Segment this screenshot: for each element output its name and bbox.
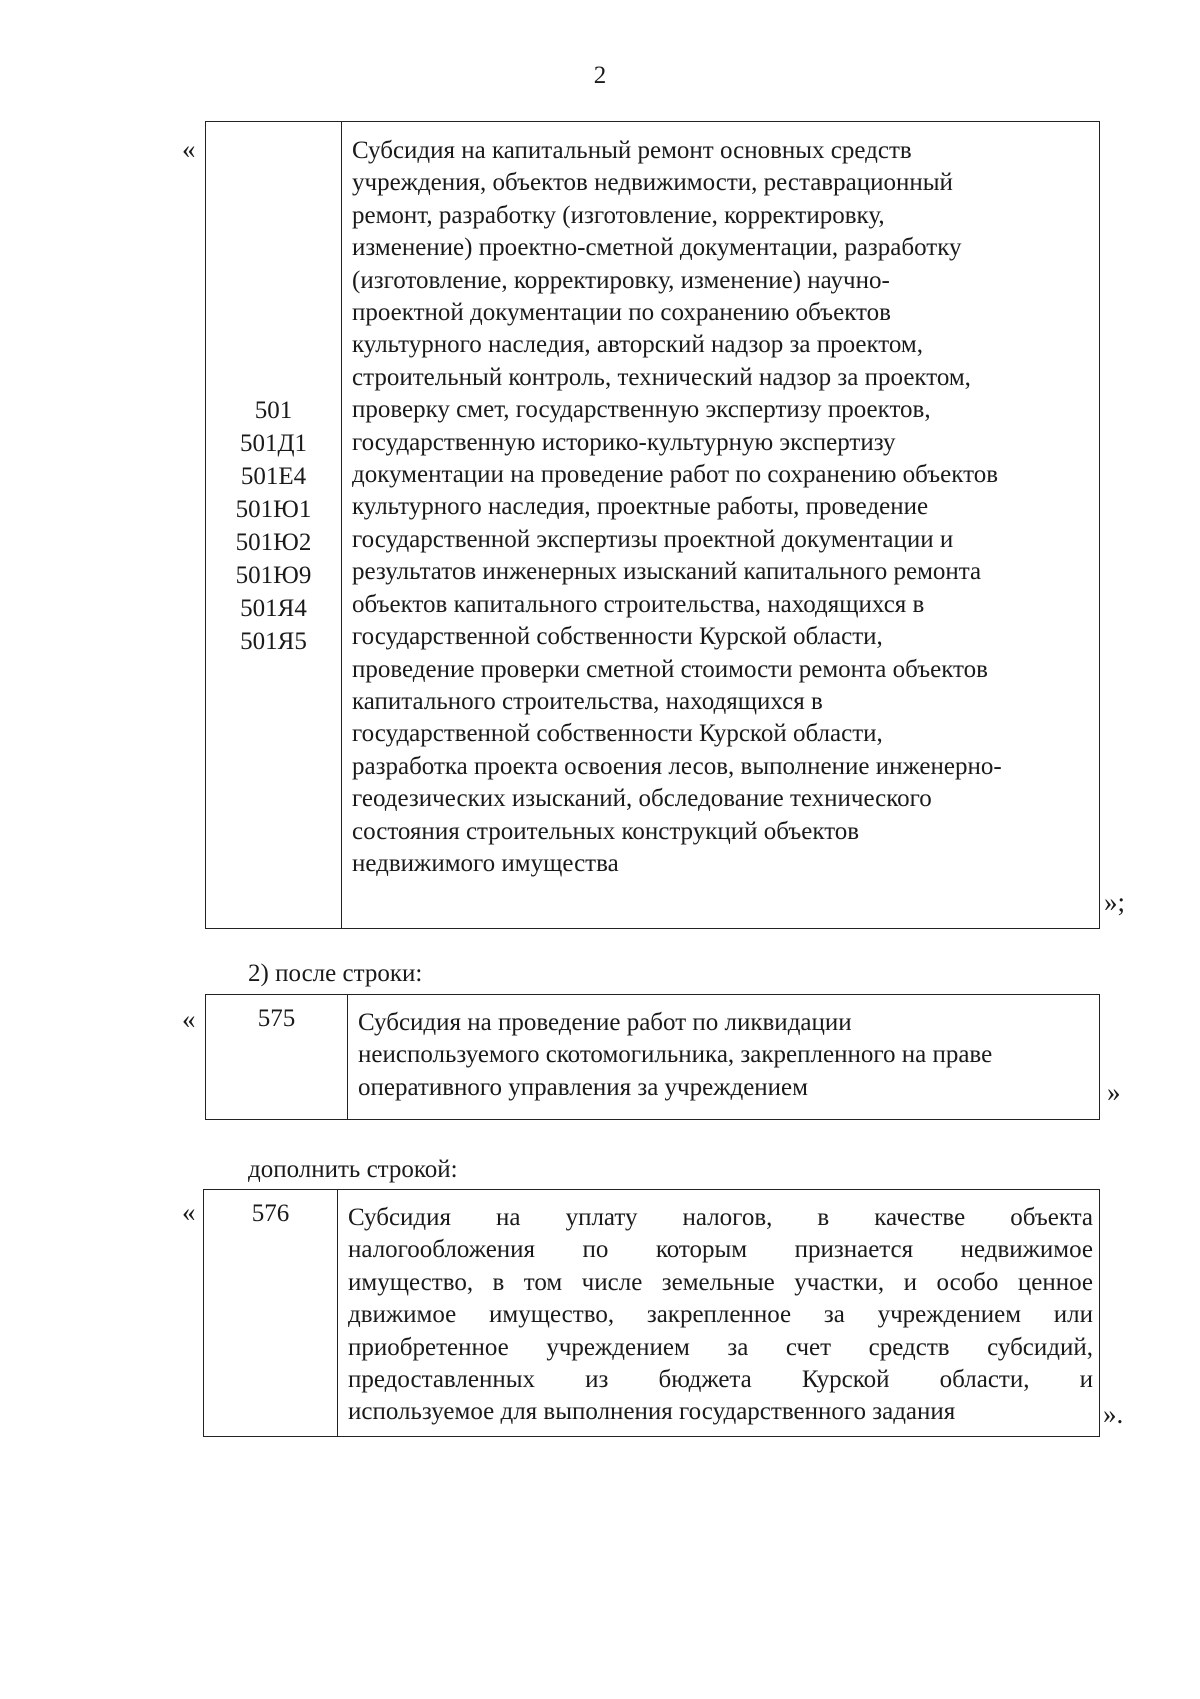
text-line: Субсидия на уплату налогов, в качестве объекта: [348, 1204, 1093, 1231]
text-line: движимое имущество, закрепленное за учреждением или: [348, 1301, 1093, 1329]
table-row-576: [203, 1189, 1100, 1437]
close-quote: »: [1107, 1077, 1121, 1107]
code-item: 501Я5: [240, 628, 307, 655]
text-line: геодезических изысканий, обследование технического: [352, 785, 932, 813]
description-cell: [338, 1190, 1099, 1436]
text-line: приобретенное учреждением за счет средств субсидий,: [348, 1333, 1093, 1361]
text-line: государственную историко-культурную экспертизу: [352, 428, 896, 456]
open-quote: «: [182, 1004, 196, 1034]
text-line: используемое для выполнения государственного задания: [348, 1398, 956, 1426]
code-item: 501Е4: [240, 463, 307, 490]
text-line: объектов капитального строительства, находящихся в: [352, 590, 925, 618]
page-number: 2: [593, 62, 607, 89]
text-line: состояния строительных конструкций объектов: [352, 817, 860, 845]
text-line: проверку смет, государственную экспертизу проектов,: [352, 396, 931, 424]
description-cell: [342, 122, 1099, 928]
code-item: 501Ю9: [235, 562, 312, 589]
close-quote: »;: [1104, 887, 1126, 917]
text-line: капитального строительства, находящихся в: [352, 687, 823, 715]
code-item: 501Ю1: [235, 496, 312, 523]
open-quote: «: [182, 1197, 196, 1227]
text-line: учреждения, объектов недвижимости, реставрационный: [352, 169, 953, 197]
code-item: 501Я4: [240, 595, 307, 622]
code-cell: [204, 1190, 338, 1436]
text-line: Субсидия на капитальный ремонт основных средств: [352, 137, 912, 164]
text-line: проведение проверки сметной стоимости ремонта объектов: [352, 655, 988, 683]
section-heading: дополнить строкой:: [248, 1156, 458, 1183]
code-item: 501Д1: [239, 430, 308, 457]
text-line: государственной собственности Курской области,: [352, 720, 883, 748]
text-line: (изготовление, корректировку, изменение) научно-: [352, 266, 890, 294]
text-line: документации на проведение работ по сохранению объектов: [352, 461, 998, 489]
text-line: ремонт, разработку (изготовление, корректировку,: [352, 201, 885, 229]
description-cell: [348, 995, 1099, 1119]
text-line: налогообложения по которым признается недвижимое: [348, 1236, 1093, 1264]
text-line: государственной экспертизы проектной документации и: [352, 525, 954, 553]
text-line: имущество, в том числе земельные участки, и особо ценное: [348, 1268, 1093, 1296]
code-item: 576: [251, 1200, 290, 1227]
code-item: 501Ю2: [235, 529, 312, 556]
text-line: результатов инженерных изысканий капитального ремонта: [352, 558, 982, 586]
text-line: культурного наследия, авторский надзор за проектом,: [352, 331, 923, 359]
text-line: государственной собственности Курской области,: [352, 623, 883, 651]
code-item: 501: [254, 397, 293, 424]
text-line: культурного наследия, проектные работы, проведение: [352, 493, 929, 521]
section-heading: 2) после строки:: [248, 960, 423, 987]
text-line: неиспользуемого скотомогильника, закрепленного на праве: [358, 1041, 993, 1069]
text-line: предоставленных из бюджета Курской области, и: [348, 1366, 1093, 1394]
text-line: недвижимого имущества: [352, 849, 619, 877]
code-cell: [206, 995, 348, 1119]
text-line: изменение) проектно-сметной документации, разработку: [352, 234, 962, 262]
text-line: разработка проекта освоения лесов, выполнение инженерно-: [352, 752, 1002, 780]
code-cell: [206, 122, 342, 928]
code-item: 575: [257, 1005, 296, 1032]
close-quote: ».: [1103, 1399, 1124, 1429]
text-line: Субсидия на проведение работ по ликвидации: [358, 1009, 852, 1036]
text-line: проектной документации по сохранению объектов: [352, 299, 891, 327]
open-quote: «: [182, 134, 196, 164]
table-row-501: [205, 121, 1100, 929]
text-line: оперативного управления за учреждением: [358, 1073, 808, 1101]
text-line: строительный контроль, технический надзор за проектом,: [352, 363, 971, 391]
table-row-575: [205, 994, 1100, 1120]
